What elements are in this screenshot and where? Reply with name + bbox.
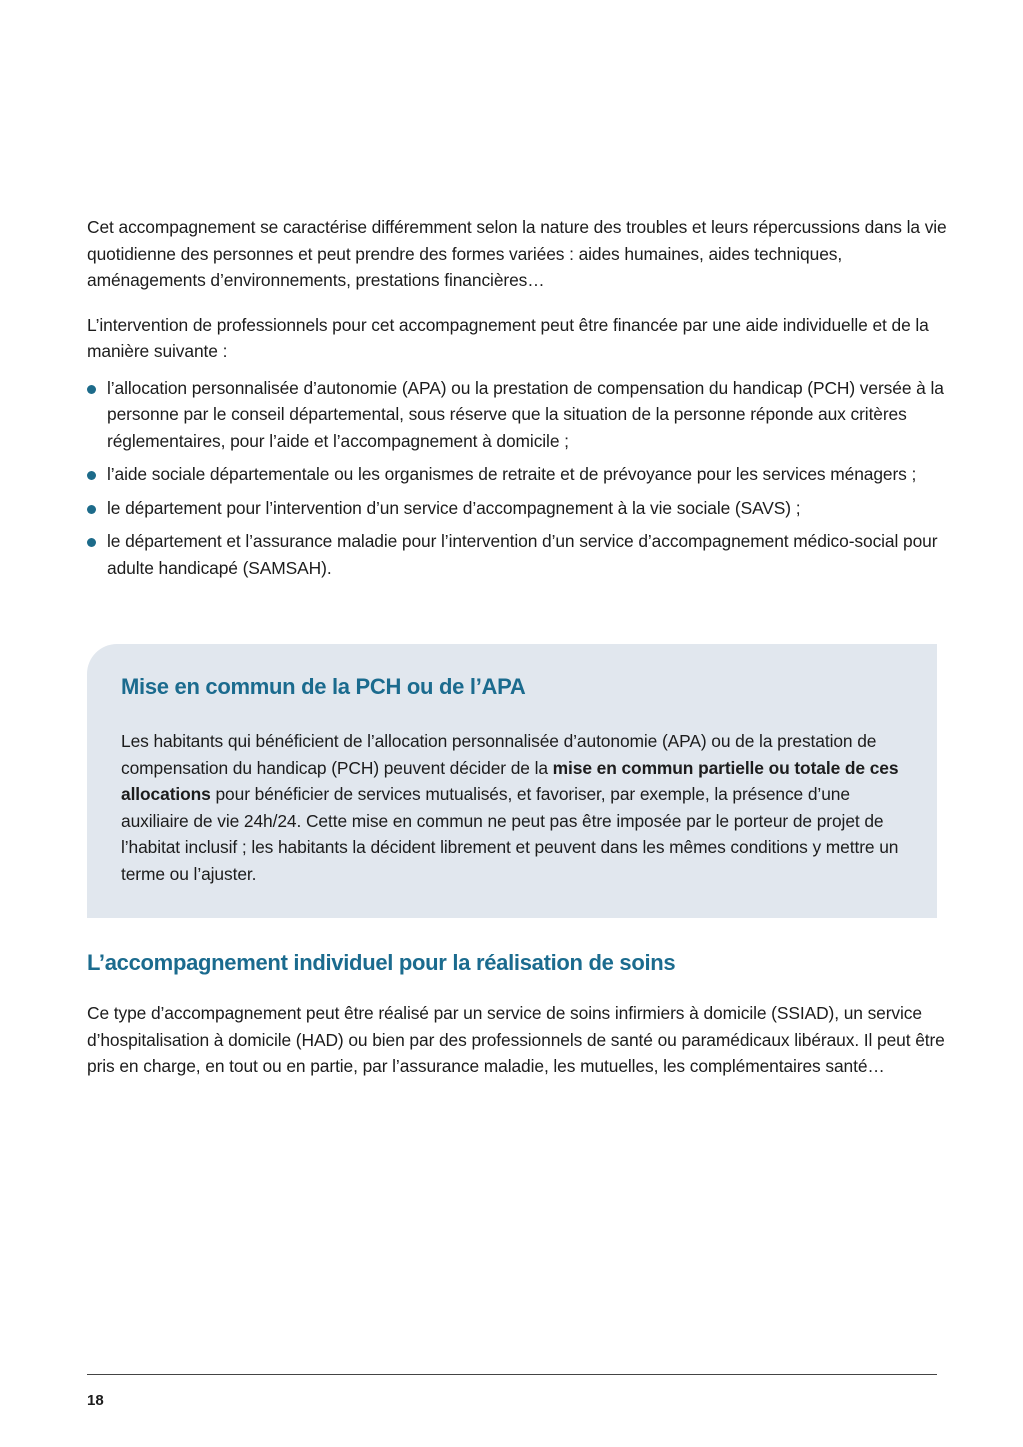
bullet-icon xyxy=(87,471,96,480)
list-item-text: le département et l’assurance maladie pour l’intervention d’un service d’accompagnement médico-social pour adulte handicapé (SAMSAH). xyxy=(107,531,938,578)
info-box-text-end: pour bénéficier de services mutualisés, et favoriser, par exemple, la présence d’une auxiliaire de vie 24h/24. Cette mise en commun ne peut pas être imposée par le porteur de projet de l’habitat inclusif ; les habitants la décident librement et peuvent dans les mêmes conditions y mettre un terme ou l’ajuster. xyxy=(121,784,899,884)
info-box-title: Mise en commun de la PCH ou de l’APA xyxy=(121,674,526,699)
page-number: 18 xyxy=(87,1392,104,1409)
list-item xyxy=(87,495,947,522)
info-box-text-bold: mise en commun partielle ou totale de ces allocations xyxy=(121,757,899,804)
list-item xyxy=(87,375,947,455)
list-item-text: le département pour l’intervention d’un service d’accompagnement à la vie sociale (SAVS) ; xyxy=(107,497,801,518)
funding-paragraph: L’intervention de professionnels pour cet accompagnement peut être financée par une aide individuelle et de la manière suivante : xyxy=(87,314,929,361)
list-item xyxy=(87,461,947,488)
list-item-text: l’aide sociale départementale ou les organismes de retraite et de prévoyance pour les services ménagers ; xyxy=(107,464,917,484)
section-paragraph: Ce type d’accompagnement peut être réalisé par un service de soins infirmiers à domicile (SSIAD), un service d’hospitalisation à domicile (HAD) ou bien par des professionnels de santé ou paramédicaux libéraux. Il peut être pris en charge, en tout ou en partie, par l’assurance maladie, les mutuelles, les complémentaires santé… xyxy=(87,1003,945,1076)
bullet-icon xyxy=(87,538,96,547)
list-item xyxy=(87,528,947,581)
bullet-icon xyxy=(87,505,96,514)
info-box-text xyxy=(121,728,911,887)
funding-list xyxy=(87,375,947,582)
list-item-text: l’allocation personnalisée d’autonomie (APA) ou la prestation de compensation du handicap (PCH) versée à la personne par le conseil départemental, sous réserve que la situation de la personne réponde aux critères réglementaires, pour l’aide et l’accompagnement à domicile ; xyxy=(107,377,944,451)
bullet-icon xyxy=(87,385,96,394)
footer-divider xyxy=(87,1374,937,1375)
intro-section xyxy=(87,214,947,588)
info-box-text-start: Les habitants qui bénéficient de l’allocation personnalisée d’autonomie (APA) ou de la prestation de compensation du handicap (PCH) peuvent décider de la xyxy=(121,731,877,778)
info-box xyxy=(87,644,937,918)
section-title: L’accompagnement individuel pour la réalisation de soins xyxy=(87,950,676,975)
intro-paragraph: Cet accompagnement se caractérise différemment selon la nature des troubles et leurs répercussions dans la vie quotidienne des personnes et peut prendre des formes variées : aides humaines, aides techniques, aménagements d’environnements, prestations financières… xyxy=(87,217,947,290)
